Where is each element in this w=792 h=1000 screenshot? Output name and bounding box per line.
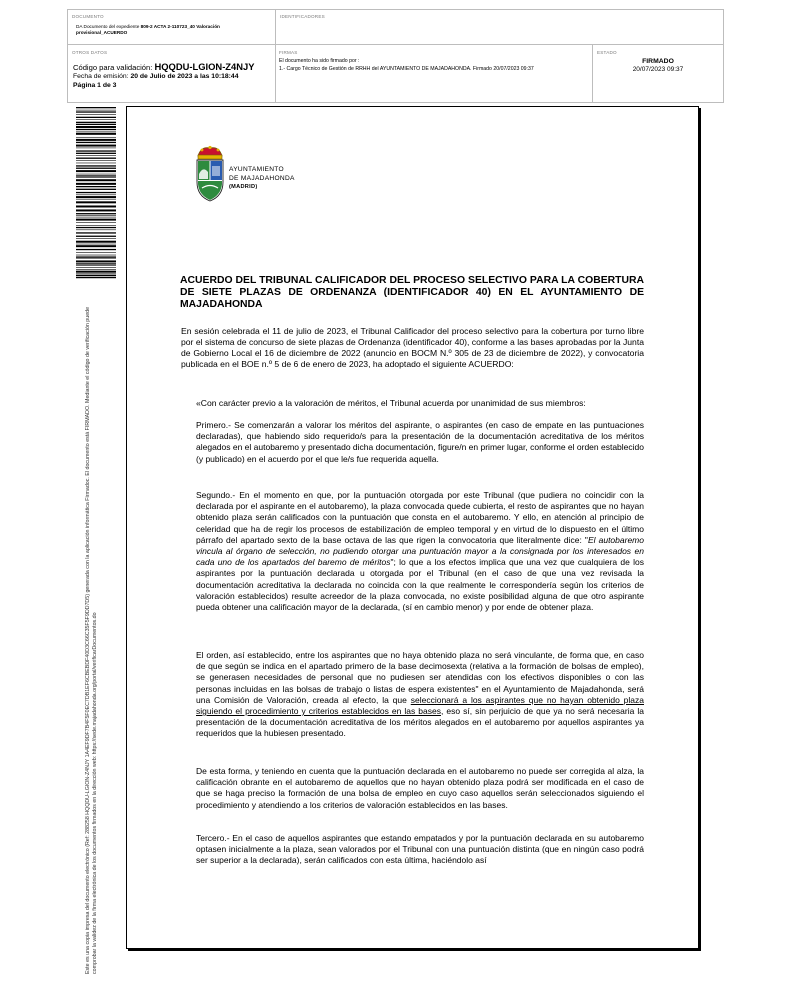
document-title: ACUERDO DEL TRIBUNAL CALIFICADOR DEL PROCESO SELECTIVO PARA LA COBERTURA DE SIETE PLAZAS DE ORDENANZA (IDENTIFICADOR 40) EN EL AYUNTAMIENTO DE MAJADAHONDA [180, 275, 644, 310]
firmas-signer: 1.- Cargo Técnico de Gestión de RRHH del AYUNTAMIENTO DE MAJADAHONDA. Firmado 20/07/2023 09:37 [279, 66, 534, 72]
otros-datos-label: OTROS DATOS [72, 50, 108, 55]
estado-value: FIRMADO [642, 58, 674, 65]
emission-date: Fecha de emisión: 20 de Julio de 2023 a las 10:18:44 [73, 73, 239, 80]
identificadores-cell [276, 10, 723, 45]
paragraph-tercero: Tercero.- En el caso de aquellos aspirantes que estando empatados y por la puntuación declarada en su autobaremo optasen inicialmente a la plaza, sean valorados por el Tribunal con una puntuación distinta (que en ningún caso podrá ser superior a la declarada), serán calificados con esta última, haciéndolo así [196, 833, 644, 866]
coat-of-arms-icon [193, 144, 227, 204]
documento-value: DA Documento del expediente 809-2 ACTA 2-110723_40 Valoración provisional_ACUERDO [76, 24, 220, 35]
estado-label: ESTADO [597, 50, 617, 55]
paragraph-primero: Primero.- Se comenzarán a valorar los méritos del aspirante, o aspirantes (en caso de empate en las puntuaciones declaradas), que habiendo sido requerido/s para la presentación de la documentación acreditativa de los méritos alegados en el autobaremo y presentado dicha documentación, figure/n en primer lugar, conforme el orden establecido (y publicado) en el acuerdo por el que le/s fue requerida aquella. [196, 420, 644, 464]
page-indicator: Página 1 de 3 [73, 82, 117, 89]
document-header-box [67, 9, 724, 103]
estado-cell [593, 45, 723, 102]
documento-cell [68, 10, 276, 45]
documento-label: DOCUMENTO [72, 14, 104, 19]
paragraph-segundo: Segundo.- En el momento en que, por la puntuación otorgada por este Tribunal (que pudiera no coincidir con la declarada por el aspirante en el autobaremo), la plaza convocada quede cubierta, el resto de aspirantes que no hayan obtenido plaza serán calificados con la puntuación que consta en el autobaremo. Y ello, en atención al principio de celeridad que ha de regir los procesos de estabilización de empleo temporal y en virtud de lo dispuesto en el último párrafo del apartado sexto de la base octava de las que rigen la convocatoria que literalmente dice: "El autobaremo vincula al órgano de selección, no pudiendo otorgar una puntuación mayor a la consignada por los interesados en cada uno de los apartados del baremo de méritos"; lo que a los efectos implica que una vez que cualquiera de los aspirantes por la puntuación declarada u otorgada por el Tribunal (en el caso de que una vez revisada la documentación acreditativa la declarada no coincida con la que realmente le correspondería según los criterios de valoración establecidos) resulte acreedor de la plaza convocada, no existe posibilidad alguna de que otro aspirante pueda obtener una calificación mayor de la declarada, (sí en cambio menor) y por ende de obtener plaza. [196, 490, 645, 613]
quote-opening: «Con carácter previo a la valoración de méritos, el Tribunal acuerda por unanimidad de sus miembros: [196, 398, 586, 408]
firmas-title: El documento ha sido firmado por : [279, 58, 360, 64]
letterhead-line-3: (MADRID) [229, 184, 258, 191]
verification-side-note: Este es una copia impresa del documento electrónico (Ref: 288258 HQQDU-LGION-Z4NJY 1A4EF9DF7B4F5F0EC7DB1EF6CBEBDF40D3C66C35F5F9DD7D5) generada con la aplicación informática Firmadoc. El documento está FIRMADO. Mediante el código de verificación puede comprobar la validez de la firma electrónica de los documentos firmados en la dirección web: https://sede.majadahonda.org/portal/verificarDocumentos.do [85, 306, 98, 974]
barcode-image [76, 107, 116, 279]
firmas-label: FIRMAS [279, 50, 298, 55]
paragraph-orden: El orden, así establecido, entre los aspirantes que no haya obtenido plaza no será vinculante, de forma que, en caso de que según se indica en el apartado primero de la base decimosexta (relativa a la formación de bolsas de empleo), se generasen necesidades de personal que no pudiesen ser atendidas con los efectivos disponibles o con las personas incluidas en las bolsas de trabajo o listas de espera existentes" en el Ayuntamiento de Majadahonda, será una Comisión de Valoración, creada al efecto, la que seleccionará a los aspirantes que no hayan obtenido plaza siguiendo el procedimiento y criterios establecidos en las bases, eso sí, sin perjuicio de que ya no será necesaria la presentación de la documentación acreditativa de los méritos alegados en el autobaremo por aquellos aspirantes ya requeridos que la hubiesen presentado. [196, 650, 644, 739]
identificadores-label: IDENTIFICADORES [280, 14, 325, 19]
estado-date: 20/07/2023 09:37 [632, 66, 684, 73]
letterhead-line-1: AYUNTAMIENTO [229, 166, 284, 173]
validation-code: Código para validación: HQQDU-LGION-Z4NJY [73, 61, 255, 72]
otros-datos-cell [68, 45, 276, 102]
firmas-cell [276, 45, 593, 102]
letterhead-organization [229, 166, 295, 192]
intro-paragraph: En sesión celebrada el 11 de julio de 2023, el Tribunal Calificador del proceso selectivo para la cobertura por turno libre por el sistema de concurso de siete plazas de Ordenanza (identificador 40), conforme a las bases aprobadas por la Junta de Gobierno Local el 16 de diciembre de 2022 (anuncio en BOCM N.º 305 de 23 de diciembre de 2022), y convocatoria publicada en el BOE n.º 5 de 6 de enero de 2023, ha adoptado el siguiente ACUERDO: [181, 326, 644, 369]
paragraph-forma: De esta forma, y teniendo en cuenta que la puntuación declarada en el autobaremo no puede ser corregida al alza, la calificación obrante en el autobaremo de aquellos que no hayan obtenido plaza podrá ser modificada en el caso de que se haga preciso la formación de una bolsa de empleo en cuyo caso aquellos serán seleccionados siguiendo el procedimiento y atendiendo a los criterios de valoración establecidos en las bases. [196, 766, 644, 810]
letterhead-line-2: DE MAJADAHONDA [229, 174, 295, 182]
